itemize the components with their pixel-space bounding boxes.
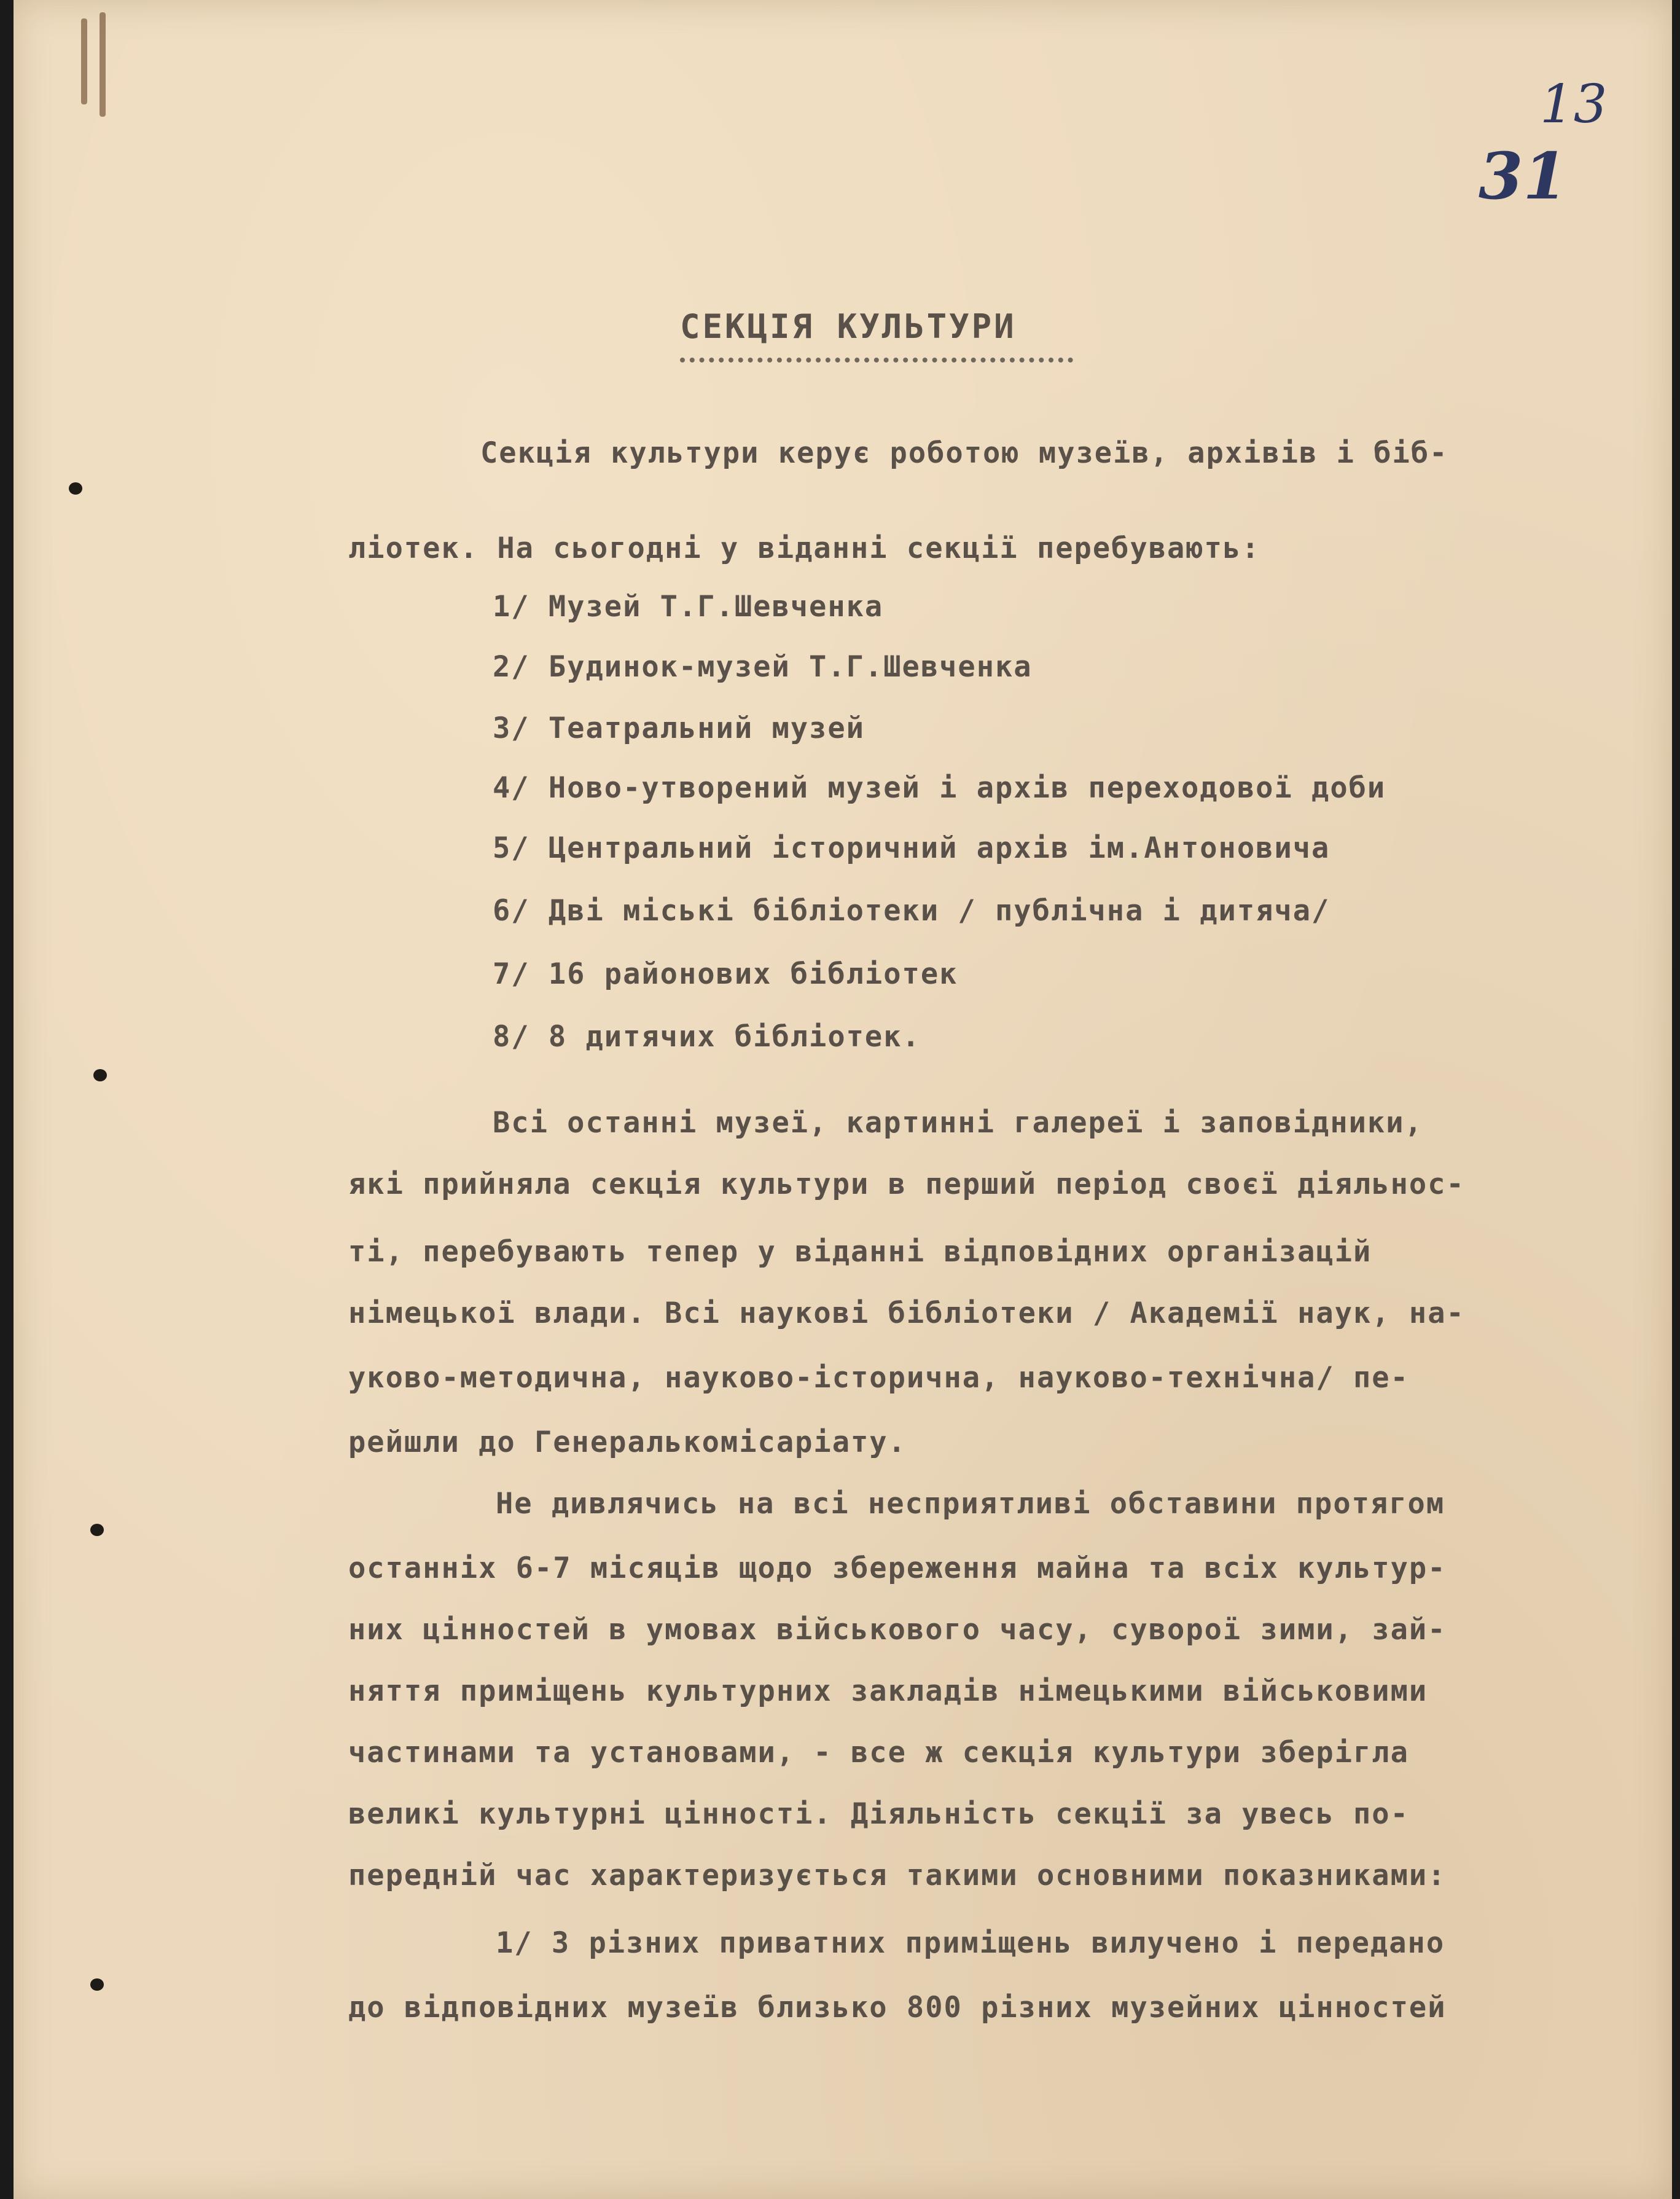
list-item: 8/ 8 дитячих бібліотек. (493, 1020, 921, 1054)
list-item: 5/ Центральний історичний архів ім.Антоновича (493, 831, 1330, 865)
paragraph-line: останніх 6-7 місяців щодо збереження майна та всіх культур- (348, 1551, 1447, 1585)
list-item: 4/ Ново-утворений музей і архів переходової доби (493, 771, 1386, 805)
paragraph-line: німецької влади. Всі наукові бібліотеки / Академії наук, на- (348, 1296, 1465, 1330)
paragraph-line: рейшли до Генералькомісаріату. (348, 1425, 907, 1459)
list-item: 3/ Театральний музей (493, 711, 865, 745)
paragraph-line: ті, перебувають тепер у віданні відповідних організацій (348, 1235, 1372, 1269)
list-item: 6/ Дві міські бібліотеки / публічна і дитяча/ (493, 894, 1330, 928)
list-item: 2/ Будинок-музей Т.Г.Шевченка (493, 650, 1033, 684)
page-title: СЕКЦІЯ КУЛЬТУРИ (680, 307, 1017, 346)
punch-hole (90, 1978, 104, 1991)
paragraph-line: них цінностей в умовах військового часу, суворої зими, зай- (348, 1613, 1447, 1647)
title-underline (680, 358, 1073, 363)
paragraph-line: Всі останні музеї, картинні галереї і заповідники, (493, 1106, 1423, 1140)
list-item: 1/ Музей Т.Г.Шевченка (493, 590, 884, 624)
list-item: 7/ 16 районових бібліотек (493, 957, 958, 991)
paragraph-line: уково-методична, науково-історична, науково-технічна/ пе- (348, 1361, 1409, 1395)
punch-hole (93, 1069, 107, 1081)
punch-hole (69, 482, 82, 495)
paragraph-line: Секція культури керує роботою музеїв, архівів і біб- (480, 436, 1448, 470)
paragraph-line: ліотек. На сьогодні у віданні секції перебувають: (348, 531, 1260, 565)
sheet-number-bottom: 31 (1479, 138, 1568, 214)
paragraph-line: передній час характеризується такими основними показниками: (348, 1859, 1447, 1892)
paragraph-line: великі культурні цінності. Діяльність секції за увесь по- (348, 1797, 1409, 1831)
paragraph-line: няття приміщень культурних закладів німецькими військовими (348, 1674, 1428, 1708)
paragraph-line: які прийняла секція культури в перший період своєї діяльнос- (348, 1167, 1465, 1201)
paragraph-line: 1/ З різних приватних приміщень вилучено і передано (496, 1926, 1445, 1960)
punch-hole (90, 1524, 104, 1536)
paragraph-line: до відповідних музеїв близько 800 різних музейних цінностей (348, 1991, 1447, 2025)
binding-mark (100, 12, 106, 117)
sheet-number-top: 13 (1540, 74, 1608, 135)
archival-page (14, 0, 1672, 2199)
binding-mark (81, 18, 87, 104)
paragraph-line: частинами та установами, - все ж секція культури зберігла (348, 1736, 1409, 1770)
paragraph-line: Не дивлячись на всі несприятливі обставини протягом (496, 1487, 1445, 1521)
